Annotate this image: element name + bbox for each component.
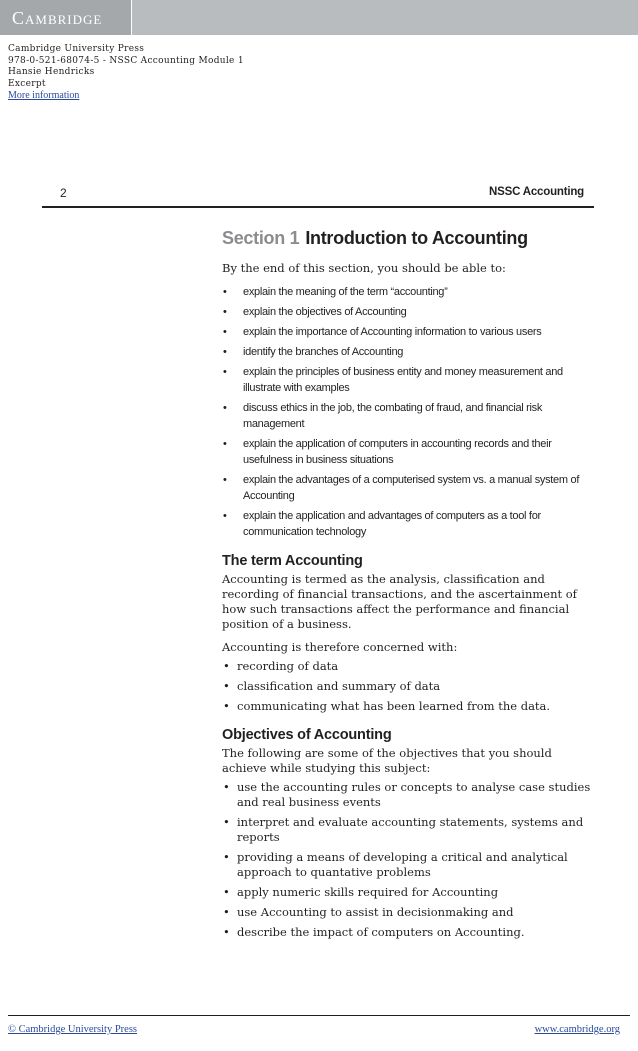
page-number: 2 (60, 186, 67, 200)
cambridge-banner (0, 0, 638, 35)
list-item: • explain the advantages of a computerised system vs. a manual system of Accounting (222, 472, 594, 504)
term-accounting-definition: Accounting is termed as the analysis, classification and recording of financial transactions, and the ascertainment of how such transactions affect the performance and financial position of a business. (222, 572, 577, 631)
section-number: Section 1 (222, 228, 300, 248)
term-accounting-heading: The term Accounting (222, 553, 363, 569)
objectives-list (222, 780, 594, 940)
list-item: • describe the impact of computers on Accounting. (222, 925, 594, 940)
list-item: • apply numeric skills required for Accounting (222, 885, 594, 900)
list-item: • explain the application of computers in accounting records and their usefulness in business situations (222, 436, 594, 468)
list-item: • explain the principles of business entity and money measurement and illustrate with examples (222, 364, 594, 396)
list-item: • communicating what has been learned from the data. (222, 699, 594, 714)
learning-objectives-list (222, 284, 594, 540)
main-column (222, 228, 594, 945)
list-item: • interpret and evaluate accounting statements, systems and reports (222, 815, 594, 845)
list-item: • recording of data (222, 659, 594, 674)
page-footer (0, 1015, 638, 1051)
logo-box (0, 0, 132, 35)
publisher-name: Cambridge University Press (8, 44, 145, 54)
isbn-line: 978-0-521-68074-5 - NSSC Accounting Module 1 (8, 55, 244, 66)
more-information-link[interactable]: More information (8, 90, 80, 101)
running-header (42, 184, 594, 208)
list-item: • identify the branches of Accounting (222, 344, 594, 360)
footer-divider (8, 1015, 630, 1016)
excerpt-label: Excerpt (8, 78, 46, 89)
list-item: • classification and summary of data (222, 679, 594, 694)
objectives-heading: Objectives of Accounting (222, 727, 392, 743)
list-item: • explain the application and advantages of computers as a tool for communication technology (222, 508, 594, 540)
term-accounting-list (222, 659, 594, 714)
cambridge-logo: Cambridge (12, 8, 103, 28)
objectives-intro: The following are some of the objectives that you should achieve while studying this subject: (222, 746, 552, 775)
copyright-link[interactable]: © Cambridge University Press (8, 1024, 138, 1035)
book-metadata (8, 44, 244, 102)
list-item: • explain the meaning of the term “accounting” (222, 284, 594, 300)
section-intro: By the end of this section, you should be able to: (222, 261, 506, 275)
list-item: • use the accounting rules or concepts to analyse case studies and real business events (222, 780, 594, 810)
list-item: • use Accounting to assist in decisionmaking and (222, 905, 594, 920)
book-title: NSSC Accounting (489, 186, 584, 198)
section-title: Introduction to Accounting (305, 228, 528, 248)
section-heading (222, 228, 594, 254)
list-item: • providing a means of developing a critical and analytical approach to quantative problems (222, 850, 594, 880)
list-item: • explain the importance of Accounting information to various users (222, 324, 594, 340)
website-link[interactable]: www.cambridge.org (534, 1024, 620, 1035)
term-accounting-concerned-with: Accounting is therefore concerned with: (222, 640, 458, 654)
author-name: Hansie Hendricks (8, 67, 95, 77)
list-item: • discuss ethics in the job, the combating of fraud, and financial risk management (222, 400, 594, 432)
list-item: • explain the objectives of Accounting (222, 304, 594, 320)
